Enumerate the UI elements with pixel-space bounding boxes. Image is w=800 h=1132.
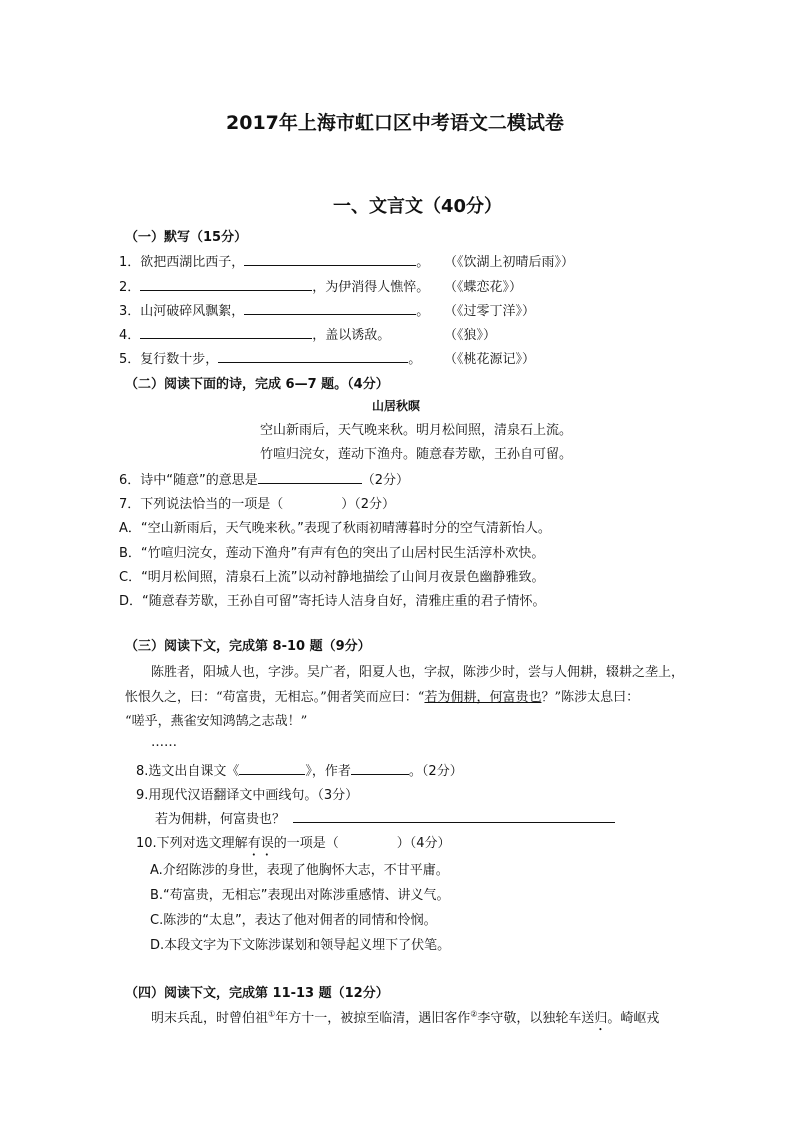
q10-score: ）（4分）	[396, 836, 451, 851]
q6-score: （2分）	[361, 473, 410, 488]
answer-blank[interactable]	[239, 760, 305, 775]
q-suffix: 。	[416, 255, 430, 270]
q5-line	[119, 348, 421, 367]
q-number: 3．	[119, 304, 141, 319]
q10-option-d: D.本段文字为下文陈涉谋划和领导起义埋下了伏笔。	[150, 938, 451, 953]
q10-option-b: B.“苟富贵，无相忘”表现出对陈涉重感情、讲义气。	[150, 888, 450, 903]
footnote-marker: ①	[268, 1009, 276, 1019]
q7-prompt: 7．下列说法恰当的一项是（	[119, 497, 284, 512]
passage-text: 李守敬，以独轮车送	[477, 1011, 595, 1026]
q7-option-b: B．“竹喧归浣女，莲动下渔舟”有声有色的突出了山居村民生活淳朴欢快。	[119, 546, 545, 561]
q9-line: 9.用现代汉语翻译文中画线句。（3分）	[136, 788, 359, 803]
q10-line	[136, 832, 451, 859]
q-suffix: 。	[408, 352, 422, 367]
q7-option-a: A．“空山新雨后，天气晚来秋。”表现了秋雨初晴薄暮时分的空气清新怡人。	[119, 521, 551, 536]
passage-text: 明末兵乱，时曾伯祖	[151, 1011, 269, 1026]
passage-text: 。崎岖戎	[607, 1011, 660, 1026]
q-number: 4．	[119, 328, 141, 343]
section-1-heading: （一）默写（15分）	[125, 230, 248, 245]
q7-score: ）（2分）	[341, 497, 396, 512]
answer-blank[interactable]	[258, 469, 362, 484]
q8-line	[136, 760, 463, 779]
q-suffix: ，为伊消得人憔悴。	[312, 280, 430, 295]
section-3-heading: （三）阅读下文，完成第 8-10 题（9分）	[125, 639, 371, 654]
passage-line-1: 陈胜者，阳城人也，字涉。吴广者，阳夏人也，字叔，陈涉少时，尝与人佣耕，辍耕之垄上，	[151, 665, 685, 680]
q-number: 2．	[119, 280, 141, 295]
q4-source: （《狼》）	[444, 328, 497, 343]
q7-line	[119, 493, 395, 512]
q7-option-d: D．“随意春芳歇，王孙自可留”寄托诗人洁身自好，清雅庄重的君子情怀。	[119, 594, 546, 609]
q1-source: （《饮湖上初晴后雨》）	[444, 255, 575, 270]
answer-blank[interactable]	[351, 760, 409, 775]
q-prompt: 欲把西湖比西子，	[140, 255, 245, 270]
passage-line-3: “嗟乎，燕雀安知鸿鹄之志哉！”	[125, 714, 308, 729]
answer-blank[interactable]	[218, 348, 408, 363]
section-4-heading: （四）阅读下文，完成第 11-13 题（12分）	[125, 986, 389, 1001]
q3-line	[119, 300, 429, 319]
section-2-heading: （二）阅读下面的诗，完成 6—7 题。（4分）	[125, 377, 389, 392]
passage-text: ？”陈涉太息曰：	[541, 690, 640, 705]
q3-source: （《过零丁洋》）	[444, 304, 536, 319]
q8-score: 。（2分）	[408, 764, 463, 779]
passage-4-line-1	[151, 1007, 659, 1034]
q10-prompt: 10.下列对选文理解	[136, 836, 248, 851]
q10-option-c: C.陈涉的“太息”，表达了他对佣者的同情和怜悯。	[150, 913, 437, 928]
poem-line-1: 空山新雨后，天气晚来秋。明月松间照，清泉石上流。	[260, 423, 573, 438]
answer-blank[interactable]	[140, 324, 312, 339]
answer-blank[interactable]	[244, 251, 416, 266]
underlined-sentence: 若为佣耕，何富贵也	[424, 690, 542, 705]
q10-option-a: A.介绍陈涉的身世，表现了他胸怀大志，不甘平庸。	[150, 863, 449, 878]
q5-source: （《桃花源记》）	[444, 352, 536, 367]
footnote-marker: ②	[470, 1009, 478, 1019]
q6-line	[119, 469, 409, 488]
q-suffix: ，盖以诱敌。	[312, 328, 391, 343]
q2-line	[119, 276, 429, 295]
answer-blank[interactable]	[244, 300, 416, 315]
q7-option-c: C．“明月松间照，清泉石上流”以动衬静地描绘了山间月夜景色幽静雅致。	[119, 570, 545, 585]
answer-blank[interactable]	[293, 808, 615, 823]
emphasized-text: 归	[594, 1011, 608, 1026]
q-prompt: 复行数十步，	[140, 352, 219, 367]
exam-title: 2017年上海市虹口区中考语文二模试卷	[226, 112, 564, 134]
q-number: 1．	[119, 255, 141, 270]
q4-line	[119, 324, 390, 343]
q9-sentence	[155, 808, 615, 827]
passage-text: 年方十一，被掠至临清，遇旧客作	[275, 1011, 471, 1026]
q8-prompt: 8.选文出自课文《	[136, 764, 240, 779]
emphasized-text: 有误	[247, 836, 274, 851]
poem-title: 山居秋暝	[372, 399, 421, 413]
answer-blank[interactable]	[140, 276, 312, 291]
q-prompt: 山河破碎风飘絮，	[140, 304, 245, 319]
q10-prompt: 的一项是（	[273, 836, 339, 851]
q2-source: （《蝶恋花》）	[444, 280, 523, 295]
passage-line-2	[125, 686, 639, 705]
q-suffix: 。	[416, 304, 430, 319]
q-number: 5．	[119, 352, 141, 367]
q6-prompt: 6．诗中“随意”的意思是	[119, 473, 258, 488]
poem-line-2: 竹喧归浣女，莲动下渔舟。随意春芳歇，王孙自可留。	[260, 447, 573, 462]
passage-ellipsis: ……	[151, 735, 177, 750]
passage-text: 怅恨久之，曰：“苟富贵，无相忘。”佣者笑而应曰：“	[125, 690, 425, 705]
q9-sentence-text: 若为佣耕，何富贵也？	[155, 812, 286, 827]
q1-line	[119, 251, 429, 270]
part-one-heading: 一、文言文（40分）	[333, 196, 503, 217]
q8-prompt: 》，作者	[305, 764, 351, 779]
